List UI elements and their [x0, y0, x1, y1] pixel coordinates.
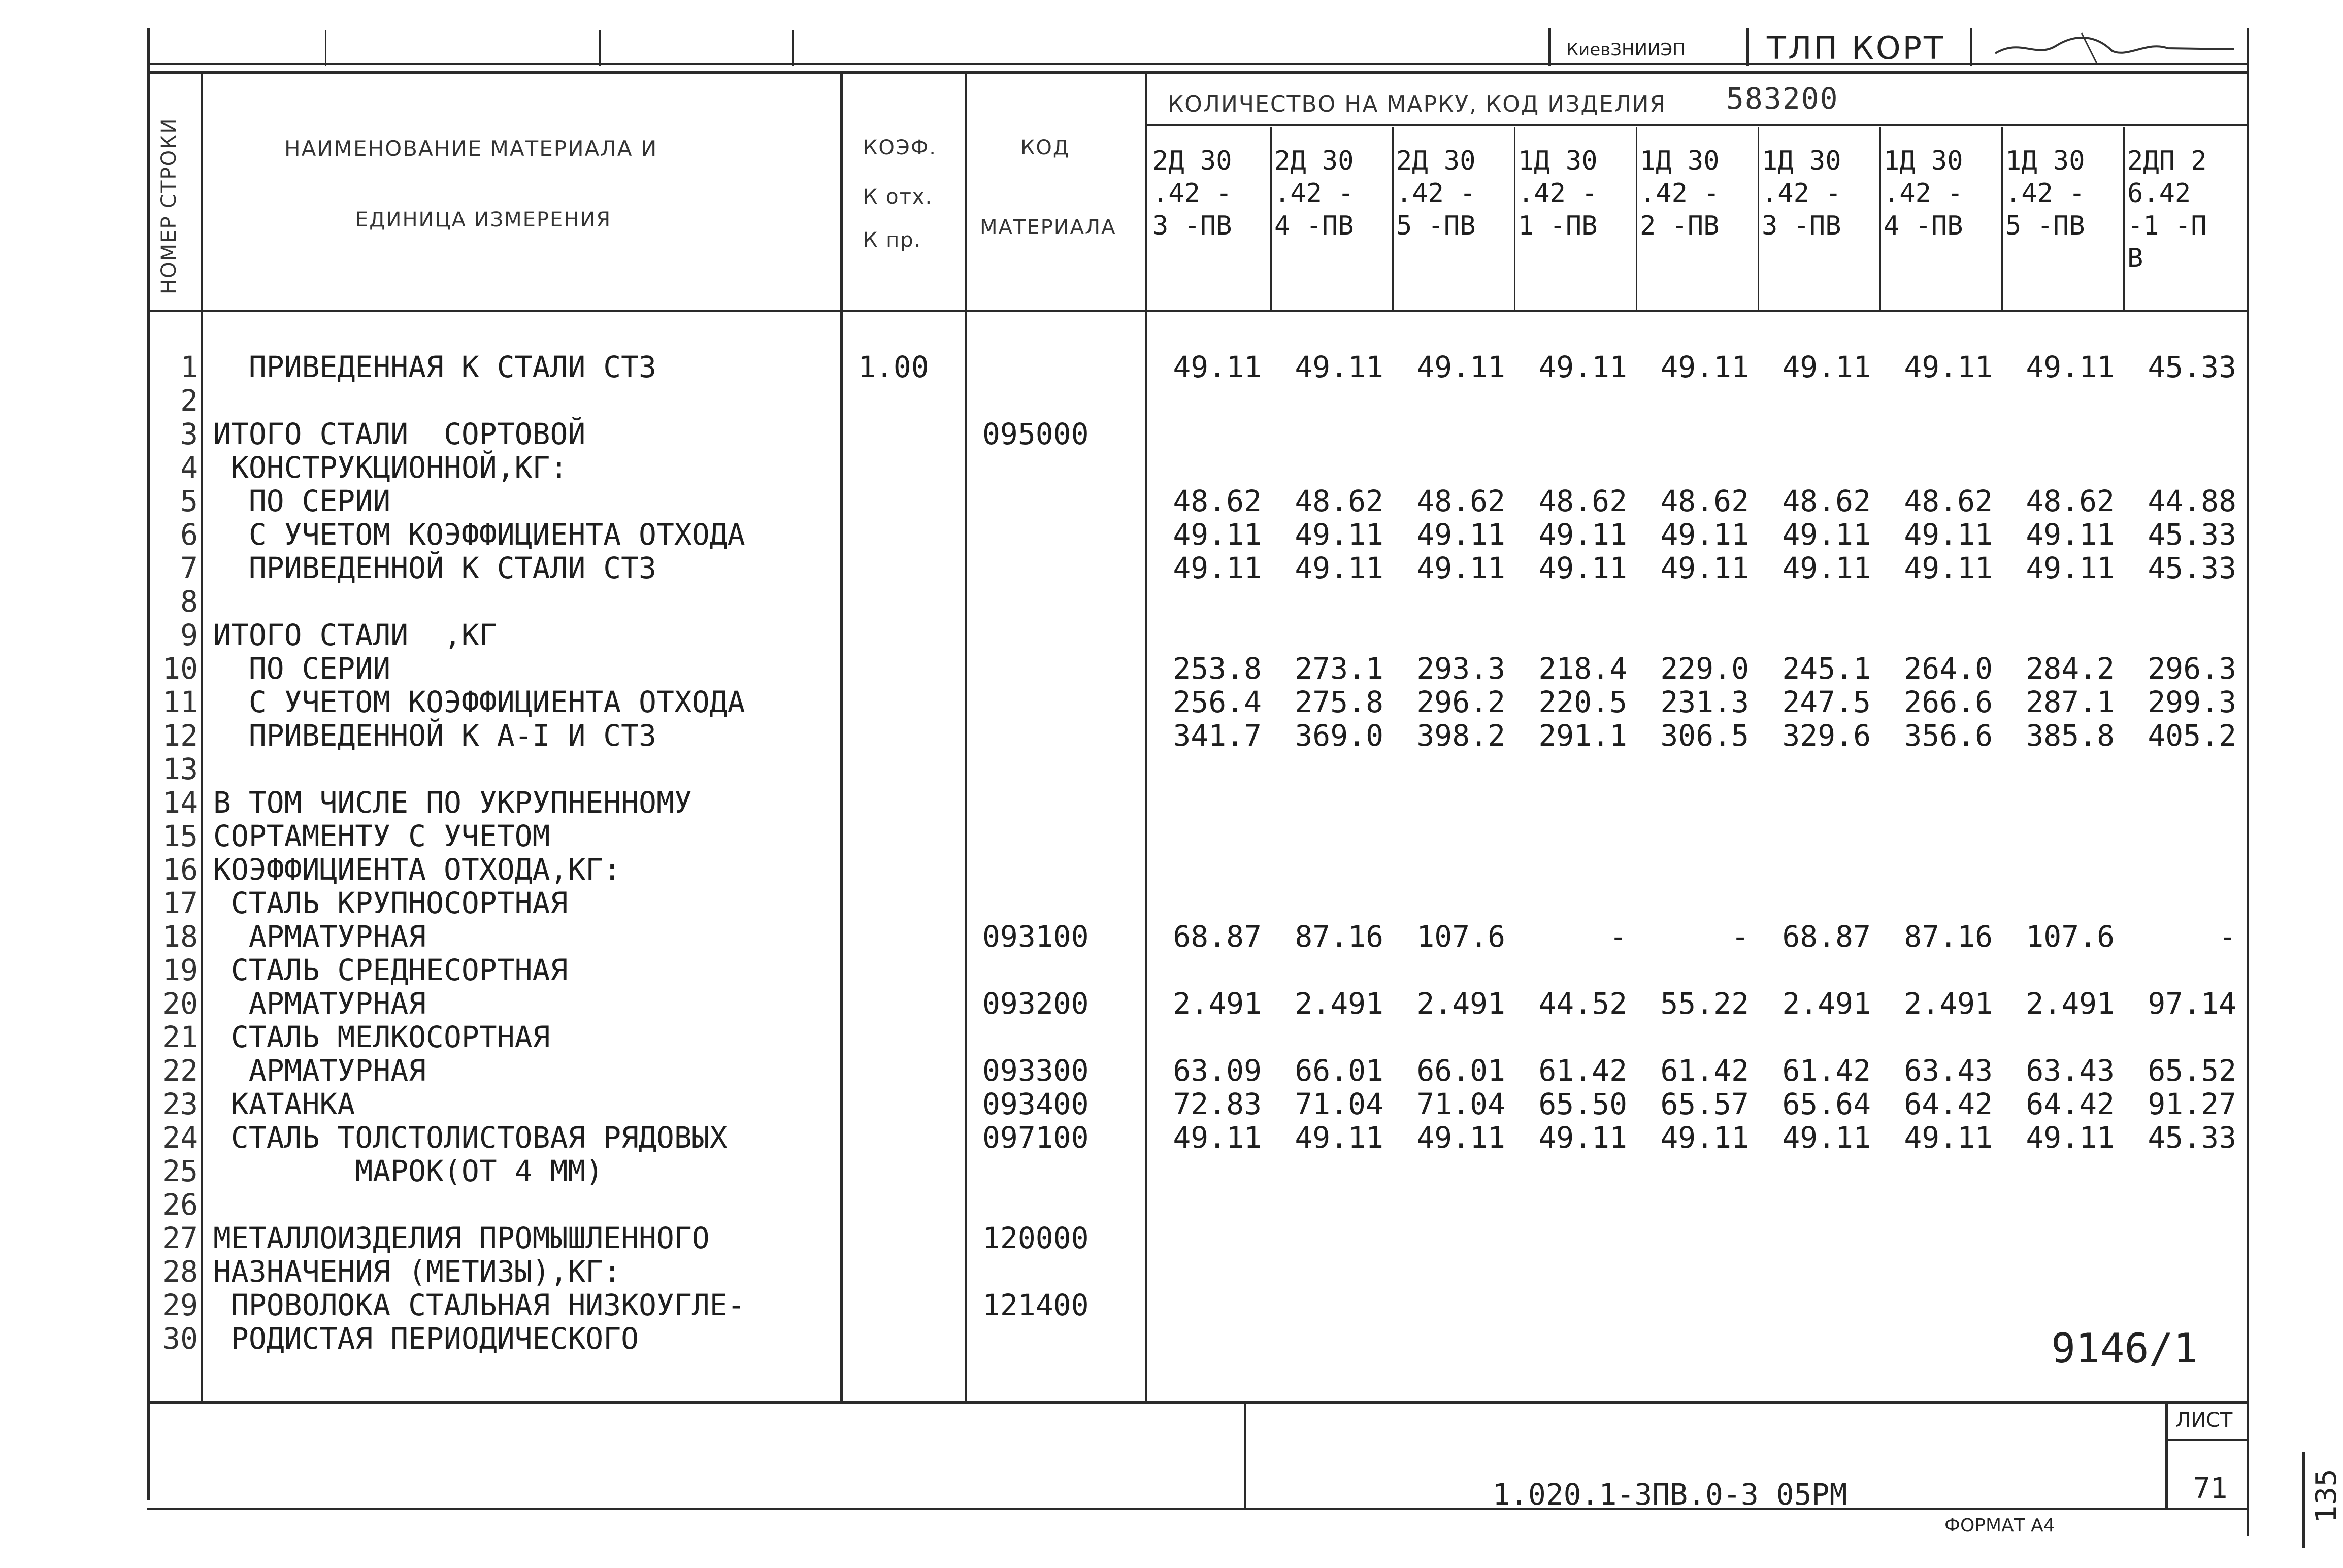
quantity-value: 65.57	[1660, 1087, 1749, 1121]
column-divider	[1392, 127, 1394, 310]
quantity-value: 49.11	[1538, 1120, 1627, 1155]
quantity-value: 49.11	[1660, 517, 1749, 552]
line-number: 2	[180, 383, 198, 418]
quantity-value: 296.3	[2148, 651, 2236, 686]
quantity-value: 253.8	[1173, 651, 1262, 686]
quantity-value: 49.11	[1416, 1120, 1505, 1155]
material-name: АРМАТУРНАЯ	[213, 1053, 426, 1088]
coef-header-line2: К отх.	[863, 185, 933, 209]
quantity-value: 49.11	[1904, 517, 1993, 552]
product-column-header: 1Д 30 .42 - 1 -ПВ	[1518, 146, 1598, 241]
format-label: ФОРМАТ А4	[1944, 1515, 2055, 1536]
line-no-header: НОМЕР СТРОКИ	[157, 117, 181, 294]
quantity-value: 275.8	[1295, 685, 1383, 719]
quantity-value: 49.11	[2026, 350, 2115, 384]
material-name: КАТАНКА	[213, 1087, 355, 1121]
product-column-header: 1Д 30 .42 - 4 -ПВ	[1884, 146, 1963, 241]
material-name: СОРТАМЕНТУ С УЧЕТОМ	[213, 819, 550, 853]
line-no-divider	[201, 71, 203, 1401]
top-tick	[599, 30, 601, 66]
quantity-value: 2.491	[1782, 986, 1871, 1021]
quantity-value: 66.01	[1416, 1053, 1505, 1088]
line-number: 15	[162, 819, 198, 853]
quantity-value: 44.52	[1538, 986, 1627, 1021]
sheet-note: 9146/1	[2051, 1325, 2198, 1372]
quantity-value: 385.8	[2026, 718, 2115, 753]
quantity-value: 64.42	[2026, 1087, 2115, 1121]
line-number: 10	[162, 651, 198, 686]
line-number: 3	[180, 417, 198, 451]
line-number: 12	[162, 718, 198, 753]
material-name: СТАЛЬ СРЕДНЕСОРТНАЯ	[213, 953, 568, 987]
coef-header-line3: К пр.	[863, 228, 922, 252]
line-number: 30	[162, 1321, 198, 1356]
line-number: 6	[180, 517, 198, 552]
quantity-value: 2.491	[1416, 986, 1505, 1021]
quantity-value: 341.7	[1173, 718, 1262, 753]
quantity-value: 63.09	[1173, 1053, 1262, 1088]
line-number: 22	[162, 1053, 198, 1088]
name-header-line1: НАИМЕНОВАНИЕ МАТЕРИАЛА И	[284, 136, 658, 161]
doc-code: 1.020.1-3ПВ.0-3 05РМ	[1493, 1477, 1847, 1512]
quantity-value: 65.64	[1782, 1087, 1871, 1121]
material-name: С УЧЕТОМ КОЭФФИЦИЕНТА ОТХОДА	[213, 517, 745, 552]
material-name: ПО СЕРИИ	[213, 484, 391, 518]
quantity-value: 48.62	[1538, 484, 1627, 518]
sheet-number: 71	[2193, 1472, 2228, 1505]
material-name: РОДИСТАЯ ПЕРИОДИЧЕСКОГО	[213, 1321, 639, 1356]
quantity-value: 45.33	[2148, 517, 2236, 552]
quantity-value: 45.33	[2148, 1120, 2236, 1155]
code-header-line2: МАТЕРИАЛА	[980, 216, 1116, 239]
quantity-value: 49.11	[1904, 1120, 1993, 1155]
quantity-value: 49.11	[1173, 1120, 1262, 1155]
quantity-value: 91.27	[2148, 1087, 2236, 1121]
quantity-value: 87.16	[1904, 919, 1993, 954]
quantity-value: 369.0	[1295, 718, 1383, 753]
material-name: КОНСТРУКЦИОННОЙ,КГ:	[213, 450, 568, 485]
quantity-value: 63.43	[2026, 1053, 2115, 1088]
top-tick	[792, 30, 794, 66]
material-code: 093200	[982, 986, 1089, 1021]
line-number: 8	[180, 584, 198, 619]
column-divider	[1636, 127, 1637, 310]
material-code: 097100	[982, 1120, 1089, 1155]
quantity-value: 291.1	[1538, 718, 1627, 753]
material-name: В ТОМ ЧИСЛЕ ПО УКРУПНЕННОМУ	[213, 785, 692, 820]
quantity-value: 107.6	[1416, 919, 1505, 954]
quantity-value: 49.11	[1295, 551, 1383, 585]
material-name: КОЭФФИЦИЕНТА ОТХОДА,КГ:	[213, 852, 621, 887]
quantity-value: 49.11	[1538, 551, 1627, 585]
quantity-value: 284.2	[2026, 651, 2115, 686]
line-number: 27	[162, 1221, 198, 1255]
line-number: 9	[180, 618, 198, 652]
material-name: АРМАТУРНАЯ	[213, 986, 426, 1021]
column-divider	[1758, 127, 1759, 310]
qty-title-rule	[1147, 124, 2249, 126]
coefficient: 1.00	[858, 350, 929, 384]
quantity-value: 49.11	[1782, 517, 1871, 552]
quantity-value: 44.88	[2148, 484, 2236, 518]
quantity-value: 49.11	[1416, 551, 1505, 585]
quantity-value: 218.4	[1538, 651, 1627, 686]
line-number: 25	[162, 1154, 198, 1188]
quantity-value: 2.491	[1295, 986, 1383, 1021]
quantity-value: 72.83	[1173, 1087, 1262, 1121]
quantity-value: 273.1	[1295, 651, 1383, 686]
quantity-value: 61.42	[1782, 1053, 1871, 1088]
material-name: ПРОВОЛОКА СТАЛЬНАЯ НИЗКОУГЛЕ-	[213, 1288, 745, 1322]
quantity-value: 107.6	[2026, 919, 2115, 954]
column-divider	[1879, 127, 1881, 310]
material-code: 095000	[982, 417, 1089, 451]
stamp-divider	[1746, 28, 1749, 66]
quantity-value: 49.11	[1782, 1120, 1871, 1155]
line-number: 21	[162, 1020, 198, 1054]
quantity-value: 231.3	[1660, 685, 1749, 719]
quantity-value: 49.11	[1660, 551, 1749, 585]
line-number: 24	[162, 1120, 198, 1155]
quantity-value: 49.11	[1904, 350, 1993, 384]
quantity-value: 68.87	[1173, 919, 1262, 954]
quantity-value: 405.2	[2148, 718, 2236, 753]
product-column-header: 1Д 30 .42 - 2 -ПВ	[1640, 146, 1720, 241]
material-name: ПРИВЕДЕННАЯ К СТАЛИ СТ3	[213, 350, 656, 384]
sheet-label: ЛИСТ	[2175, 1409, 2233, 1432]
quantity-value: 49.11	[1173, 350, 1262, 384]
material-name: СТАЛЬ МЕЛКОСОРТНАЯ	[213, 1020, 550, 1054]
quantity-value: 306.5	[1660, 718, 1749, 753]
name-divider	[840, 71, 843, 1401]
line-number: 11	[162, 685, 198, 719]
product-column-header: 1Д 30 .42 - 3 -ПВ	[1762, 146, 1841, 241]
line-number: 14	[162, 785, 198, 820]
material-code: 120000	[982, 1221, 1089, 1255]
quantity-value: 247.5	[1782, 685, 1871, 719]
quantity-value: 356.6	[1904, 718, 1993, 753]
material-code: 093100	[982, 919, 1089, 954]
quantity-value: 49.11	[1295, 1120, 1383, 1155]
line-number: 20	[162, 986, 198, 1021]
material-name: АРМАТУРНАЯ	[213, 919, 426, 954]
material-name: СТАЛЬ КРУПНОСОРТНАЯ	[213, 886, 568, 920]
quantity-value: 48.62	[1173, 484, 1262, 518]
quantity-value: 87.16	[1295, 919, 1383, 954]
quantity-value: 64.42	[1904, 1087, 1993, 1121]
quantity-value: 49.11	[1660, 350, 1749, 384]
column-divider	[2001, 127, 2003, 310]
line-number: 16	[162, 852, 198, 887]
code-header-line1: КОД	[1020, 136, 1070, 159]
quantity-value: 66.01	[1295, 1053, 1383, 1088]
material-name: СТАЛЬ ТОЛСТОЛИСТОВАЯ РЯДОВЫХ	[213, 1120, 728, 1155]
quantity-value: 97.14	[2148, 986, 2236, 1021]
line-number: 19	[162, 953, 198, 987]
footer-divider	[2165, 1401, 2168, 1508]
top-tick	[325, 30, 326, 66]
quantity-value: 65.50	[1538, 1087, 1627, 1121]
line-number: 7	[180, 551, 198, 585]
quantity-value: 49.11	[2026, 1120, 2115, 1155]
line-number: 13	[162, 752, 198, 786]
line-number: 23	[162, 1087, 198, 1121]
quantity-value: 245.1	[1782, 651, 1871, 686]
header-bottom	[147, 310, 2249, 312]
line-number: 28	[162, 1254, 198, 1289]
quantity-value: 49.11	[1416, 350, 1505, 384]
quantity-value: 49.11	[1295, 350, 1383, 384]
quantity-value: 49.11	[1904, 551, 1993, 585]
quantity-value: 48.62	[2026, 484, 2115, 518]
quantity-value: 48.62	[1295, 484, 1383, 518]
material-name: ИТОГО СТАЛИ СОРТОВОЙ	[213, 417, 586, 451]
stamp-divider	[1970, 28, 1972, 66]
material-code: 093400	[982, 1087, 1089, 1121]
material-name: ПРИВЕДЕННОЙ К А-I И СТ3	[213, 718, 656, 753]
quantity-value: 49.11	[1173, 551, 1262, 585]
quantity-value: 2.491	[1173, 986, 1262, 1021]
quantity-value: 2.491	[2026, 986, 2115, 1021]
quantity-value: 61.42	[1660, 1053, 1749, 1088]
quantity-value: 49.11	[2026, 551, 2115, 585]
quantity-value: 296.2	[1416, 685, 1505, 719]
qty-title: КОЛИЧЕСТВО НА МАРКУ, КОД ИЗДЕЛИЯ	[1168, 91, 1667, 117]
side-divider	[2302, 1452, 2305, 1548]
right-border	[2247, 28, 2249, 1536]
signature-icon	[1980, 28, 2244, 66]
quantity-value: 256.4	[1173, 685, 1262, 719]
column-divider	[2123, 127, 2125, 310]
quantity-value: 329.6	[1782, 718, 1871, 753]
stamp-divider	[1548, 28, 1551, 66]
quantity-value: -	[2219, 919, 2236, 954]
material-name: ПО СЕРИИ	[213, 651, 391, 686]
material-name: С УЧЕТОМ КОЭФФИЦИЕНТА ОТХОДА	[213, 685, 745, 719]
line-number: 4	[180, 450, 198, 485]
quantity-value: 49.11	[1782, 350, 1871, 384]
material-code: 093300	[982, 1053, 1089, 1088]
quantity-value: 48.62	[1660, 484, 1749, 518]
stamp-doc: ТЛП КОРТ	[1767, 29, 1945, 66]
column-divider	[1270, 127, 1272, 310]
quantity-value: 49.11	[1660, 1120, 1749, 1155]
quantity-value: 266.6	[1904, 685, 1993, 719]
material-name: ПРИВЕДЕННОЙ К СТАЛИ СТ3	[213, 551, 656, 585]
quantity-value: 299.3	[2148, 685, 2236, 719]
quantity-value: 49.11	[1782, 551, 1871, 585]
quantity-value: 48.62	[1904, 484, 1993, 518]
footer-divider	[1244, 1401, 1246, 1508]
quantity-value: 49.11	[1538, 517, 1627, 552]
stamp-org: КиевЗНИИЭП	[1566, 40, 1686, 60]
quantity-value: 49.11	[1416, 517, 1505, 552]
sheet-label-rule	[2165, 1439, 2249, 1441]
name-header-line2: ЕДИНИЦА ИЗМЕРЕНИЯ	[355, 208, 612, 231]
quantity-value: 68.87	[1782, 919, 1871, 954]
quantity-value: 61.42	[1538, 1053, 1627, 1088]
coef-divider	[965, 71, 967, 1401]
line-number: 26	[162, 1187, 198, 1222]
line-number: 1	[180, 350, 198, 384]
quantity-value: 55.22	[1660, 986, 1749, 1021]
table-bottom	[147, 1401, 2249, 1404]
column-divider	[1514, 127, 1515, 310]
quantity-value: 45.33	[2148, 551, 2236, 585]
quantity-value: 65.52	[2148, 1053, 2236, 1088]
material-name: МЕТАЛЛОИЗДЕЛИЯ ПРОМЫШЛЕННОГО	[213, 1221, 710, 1255]
coef-header-line1: КОЭФ.	[863, 136, 937, 159]
code-divider	[1145, 71, 1147, 1401]
material-code: 121400	[982, 1288, 1089, 1322]
material-name: НАЗНАЧЕНИЯ (МЕТИЗЫ),КГ:	[213, 1254, 621, 1289]
quantity-value: -	[1731, 919, 1749, 954]
product-column-header: 2Д 30 .42 - 4 -ПВ	[1274, 146, 1354, 241]
quantity-value: 49.11	[1173, 517, 1262, 552]
quantity-value: -	[1609, 919, 1627, 954]
quantity-value: 287.1	[2026, 685, 2115, 719]
product-column-header: 2ДП 2 6.42 -1 -П В	[2127, 146, 2207, 274]
product-column-header: 2Д 30 .42 - 3 -ПВ	[1152, 146, 1232, 241]
quantity-value: 71.04	[1295, 1087, 1383, 1121]
left-border	[147, 28, 150, 1500]
product-column-header: 2Д 30 .42 - 5 -ПВ	[1396, 146, 1476, 241]
table-top	[147, 71, 2249, 74]
quantity-value: 63.43	[1904, 1053, 1993, 1088]
quantity-value: 229.0	[1660, 651, 1749, 686]
side-number: 135	[2310, 1469, 2343, 1523]
quantity-value: 49.11	[2026, 517, 2115, 552]
product-code: 583200	[1726, 81, 1839, 116]
line-number: 18	[162, 919, 198, 954]
line-number: 5	[180, 484, 198, 518]
product-column-header: 1Д 30 .42 - 5 -ПВ	[2005, 146, 2085, 241]
quantity-value: 2.491	[1904, 986, 1993, 1021]
line-number: 17	[162, 886, 198, 920]
line-number: 29	[162, 1288, 198, 1322]
quantity-value: 293.3	[1416, 651, 1505, 686]
material-name: МАРОК(ОТ 4 ММ)	[213, 1154, 604, 1188]
quantity-value: 220.5	[1538, 685, 1627, 719]
quantity-value: 71.04	[1416, 1087, 1505, 1121]
quantity-value: 49.11	[1538, 350, 1627, 384]
footer-bottom	[147, 1508, 2249, 1510]
quantity-value: 45.33	[2148, 350, 2236, 384]
quantity-value: 48.62	[1416, 484, 1505, 518]
quantity-value: 398.2	[1416, 718, 1505, 753]
material-name: ИТОГО СТАЛИ ,КГ	[213, 618, 497, 652]
quantity-value: 49.11	[1295, 517, 1383, 552]
quantity-value: 264.0	[1904, 651, 1993, 686]
quantity-value: 48.62	[1782, 484, 1871, 518]
